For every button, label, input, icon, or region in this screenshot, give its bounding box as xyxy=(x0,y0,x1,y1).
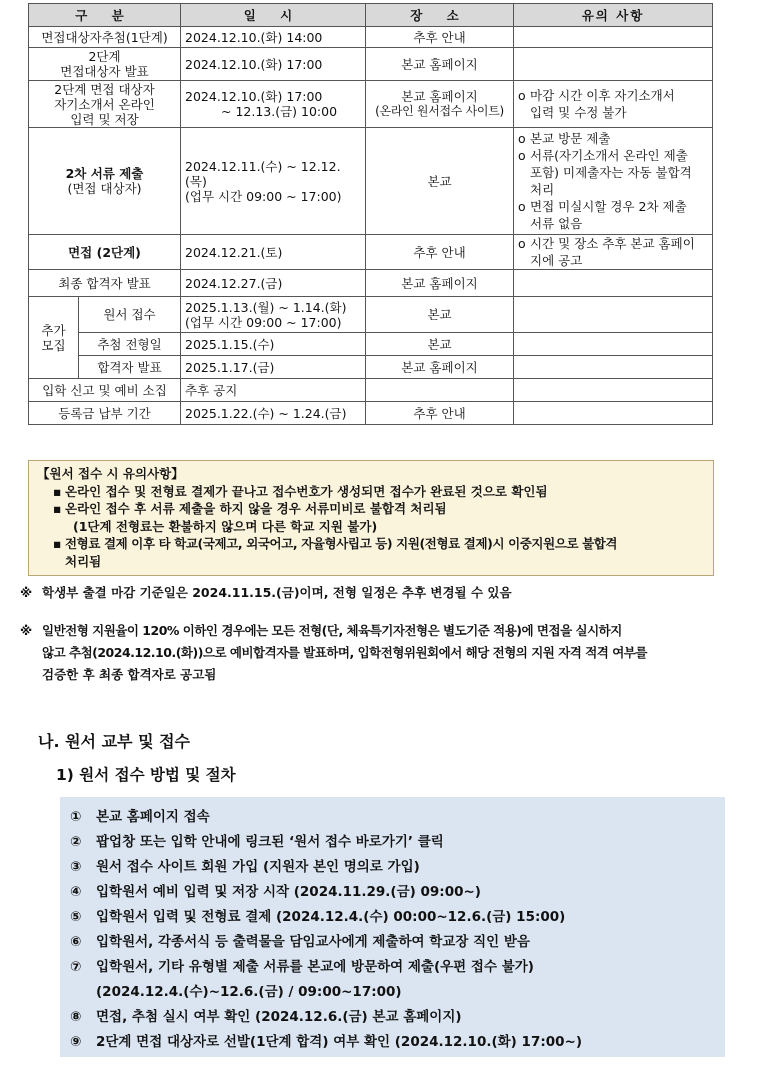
step-item xyxy=(70,905,715,930)
cell-group xyxy=(29,297,79,379)
cell-note xyxy=(514,333,713,356)
step-text: 팝업창 또는 입학 안내에 링크된 ‘원서 접수 바로가기’ 클릭 xyxy=(96,834,444,850)
step-text: 본교 홈페이지 접속 xyxy=(96,809,210,825)
note-item xyxy=(518,147,708,198)
note-line: 포함) 미제출자는 자동 불합격 xyxy=(530,165,692,180)
cell-note xyxy=(514,128,713,235)
step-number: ⑥ xyxy=(70,934,82,950)
cell-category-line: (면접 대상자) xyxy=(67,181,142,196)
table-row xyxy=(29,333,713,356)
cell-category xyxy=(29,48,181,81)
cell-date: 2024.12.10.(화) 17:00 xyxy=(181,48,366,81)
cell-subcategory: 합격자 발표 xyxy=(79,356,181,379)
cell-subcategory: 추첨 전형일 xyxy=(79,333,181,356)
step-item xyxy=(70,1030,715,1055)
note-line: o 마감 시간 이후 자기소개서 xyxy=(530,88,675,103)
cell-note xyxy=(514,402,713,425)
caution-item-sub: 처리됨 xyxy=(65,553,102,569)
cell-category-line: 면접대상자 발표 xyxy=(60,64,149,79)
cell-category-line: 2단계 면접 대상자 xyxy=(54,81,155,97)
cell-category: 최종 합격자 발표 xyxy=(29,270,181,297)
step-item xyxy=(70,880,715,905)
cell-category-line: 자기소개서 온라인 xyxy=(54,96,155,112)
step-text: 원서 접수 사이트 회원 가입 (지원자 본인 명의로 가입) xyxy=(96,859,420,875)
note-item xyxy=(518,87,708,121)
cell-date: 2025.1.22.(수) ~ 1.24.(금) xyxy=(181,402,366,425)
cell-place xyxy=(366,81,514,128)
step-number: ③ xyxy=(70,859,82,875)
cell-date: 2025.1.15.(수) xyxy=(181,333,366,356)
cell-place: 추후 안내 xyxy=(366,235,514,270)
table-row xyxy=(29,48,713,81)
step-text-continued: (2024.12.4.(수)~12.6.(금) / 09:00~17:00) xyxy=(96,984,402,1000)
cell-note xyxy=(514,27,713,48)
reference-mark: ※ xyxy=(20,623,33,638)
cell-place: 추후 안내 xyxy=(366,402,514,425)
cell-place: 본교 홈페이지 xyxy=(366,356,514,379)
cell-category-line: 2단계 xyxy=(88,49,121,64)
cell-category-line: 입력 및 저장 xyxy=(70,111,139,127)
step-number: ⑧ xyxy=(70,1009,82,1025)
cell-note xyxy=(514,270,713,297)
remark-attendance xyxy=(20,582,760,604)
note-line: o 본교 방문 제출 xyxy=(530,131,611,146)
cell-group-line: 모집 xyxy=(41,337,66,353)
header-place: 장 소 xyxy=(366,4,514,27)
reference-mark: ※ xyxy=(20,585,33,600)
cell-date xyxy=(181,128,366,235)
remark-text: 학생부 출결 마감 기준일은 2024.11.15.(금)이며, 전형 일정은 추후 변경될 수 있음 xyxy=(42,585,512,600)
header-notes: 유의 사항 xyxy=(514,4,713,27)
step-text: 면접, 추첨 실시 여부 확인 (2024.12.6.(금) 본교 홈페이지) xyxy=(96,1009,462,1025)
table-row xyxy=(29,356,713,379)
step-item xyxy=(70,1005,715,1030)
cell-date-line: (업무 시간 09:00 ~ 17:00) xyxy=(185,314,342,330)
step-item xyxy=(70,855,715,880)
cell-date-line: ~ 12.13.(금) 10:00 xyxy=(221,104,338,119)
step-item xyxy=(70,830,715,855)
cell-note xyxy=(514,379,713,402)
table-row xyxy=(29,81,713,128)
step-text: 2단계 면접 대상자로 선발(1단계 합격) 여부 확인 (2024.12.10.(화) 17:00~) xyxy=(96,1034,582,1050)
cell-group-line: 추가 xyxy=(41,322,66,338)
step-text: 입학원서, 기타 유형별 제출 서류를 본교에 방문하여 제출(우편 접수 불가) xyxy=(96,959,534,975)
cell-category xyxy=(29,128,181,235)
cell-category: 등록금 납부 기간 xyxy=(29,402,181,425)
subsection-heading: 1) 원서 접수 방법 및 절차 xyxy=(56,766,236,784)
step-number: ④ xyxy=(70,884,82,900)
table-row xyxy=(29,270,713,297)
cell-note xyxy=(514,235,713,270)
step-number: ⑦ xyxy=(70,959,82,975)
header-datetime: 일 시 xyxy=(181,4,366,27)
cell-place: 본교 홈페이지 xyxy=(366,270,514,297)
step-item xyxy=(70,930,715,955)
cell-place: 본교 홈페이지 xyxy=(366,48,514,81)
caution-item: ▪ 온라인 접수 및 전형료 결제가 끝나고 접수번호가 생성되면 접수가 완료된 것으로 확인됨 xyxy=(37,483,705,501)
step-item xyxy=(70,955,715,1005)
note-line: 서류 없음 xyxy=(530,216,583,231)
cell-date xyxy=(181,297,366,333)
note-line: 처리 xyxy=(530,182,555,197)
note-line: o 시간 및 장소 추후 본교 홈페이 xyxy=(530,236,695,251)
step-text: 입학원서, 각종서식 등 출력물을 담임교사에게 제출하여 학교장 직인 받음 xyxy=(96,934,530,950)
header-category: 구 분 xyxy=(29,4,181,27)
cell-date-line: 2025.1.13.(월) ~ 1.14.(화) xyxy=(185,299,347,315)
step-number: ⑨ xyxy=(70,1034,82,1050)
cell-date-line: 2024.12.11.(수) ~ 12.12.(목) xyxy=(185,158,341,189)
remark-text: 않고 추첨(2024.12.10.(화))으로 예비합격자를 발표하며, 입학전형위원회에서 해당 전형의 지원 자격 적격 여부를 xyxy=(42,645,647,660)
note-line: 입력 및 수정 불가 xyxy=(530,105,627,120)
cell-place: 본교 xyxy=(366,333,514,356)
note-item xyxy=(518,130,708,147)
note-line: o 서류(자기소개서 온라인 제출 xyxy=(530,148,688,163)
caution-title: 【원서 접수 시 유의사항】 xyxy=(37,466,184,481)
cell-category-line: 2차 서류 제출 xyxy=(65,166,144,181)
application-caution-box xyxy=(28,460,714,576)
note-line: 지에 공고 xyxy=(530,253,583,268)
table-row xyxy=(29,128,713,235)
cell-category: 입학 신고 및 예비 소집 xyxy=(29,379,181,402)
cell-place: 본교 xyxy=(366,297,514,333)
cell-date-line: 2024.12.10.(화) 17:00 xyxy=(185,89,323,104)
table-row xyxy=(29,27,713,48)
note-line: o 면접 미실시할 경우 2차 제출 xyxy=(530,199,687,214)
cell-date: 2024.12.10.(화) 14:00 xyxy=(181,27,366,48)
cell-place-line: 본교 홈페이지 xyxy=(401,89,478,104)
cell-place-line: (온라인 원서접수 사이트) xyxy=(375,104,504,118)
cell-subcategory: 원서 접수 xyxy=(79,297,181,333)
cell-date-line: (업무 시간 09:00 ~ 17:00) xyxy=(185,188,342,204)
caution-item: ▪ 온라인 접수 후 서류 제출을 하지 않을 경우 서류미비로 불합격 처리됨 xyxy=(37,500,705,518)
step-number: ① xyxy=(70,809,82,825)
remark-interview-rule xyxy=(20,620,760,686)
remark-text: 검증한 후 최종 합격자로 공고됨 xyxy=(42,667,217,682)
cell-place: 본교 xyxy=(366,128,514,235)
step-item xyxy=(70,805,715,830)
cell-note xyxy=(514,356,713,379)
caution-item-text: 전형료 결제 이후 타 학교(국제고, 외국어고, 자율형사립고 등) 지원(전형료 결제)시 이중지원으로 불합격 xyxy=(65,536,618,551)
caution-item-sub: (1단계 전형료는 환불하지 않으며 다른 학교 지원 불가) xyxy=(73,518,378,534)
caution-item xyxy=(37,535,705,553)
cell-note xyxy=(514,81,713,128)
cell-category: 면접대상자추첨(1단계) xyxy=(29,27,181,48)
note-item xyxy=(518,198,708,232)
cell-place: 추후 안내 xyxy=(366,27,514,48)
application-steps-box xyxy=(60,797,725,1057)
step-text: 입학원서 예비 입력 및 저장 시작 (2024.11.29.(금) 09:00~) xyxy=(96,884,481,900)
cell-place xyxy=(366,379,514,402)
note-item xyxy=(518,235,708,269)
schedule-table xyxy=(28,3,713,425)
table-header-row xyxy=(29,4,713,27)
section-heading: 나. 원서 교부 및 접수 xyxy=(38,732,191,751)
table-row xyxy=(29,235,713,270)
cell-date: 추후 공지 xyxy=(181,379,366,402)
cell-note xyxy=(514,297,713,333)
cell-date xyxy=(181,81,366,128)
cell-note xyxy=(514,48,713,81)
cell-date: 2024.12.27.(금) xyxy=(181,270,366,297)
cell-category xyxy=(29,81,181,128)
step-number: ② xyxy=(70,834,82,850)
remark-text: 일반전형 지원율이 120% 이하인 경우에는 모든 전형(단, 체육특기자전형은 별도기준 적용)에 면접을 실시하지 xyxy=(42,623,622,638)
cell-date: 2024.12.21.(토) xyxy=(181,235,366,270)
table-row xyxy=(29,402,713,425)
step-text: 입학원서 입력 및 전형료 결제 (2024.12.4.(수) 00:00~12.6.(금) 15:00) xyxy=(96,909,566,925)
step-number: ⑤ xyxy=(70,909,82,925)
cell-category: 면접 (2단계) xyxy=(29,235,181,270)
table-row xyxy=(29,379,713,402)
cell-date: 2025.1.17.(금) xyxy=(181,356,366,379)
table-row xyxy=(29,297,713,333)
